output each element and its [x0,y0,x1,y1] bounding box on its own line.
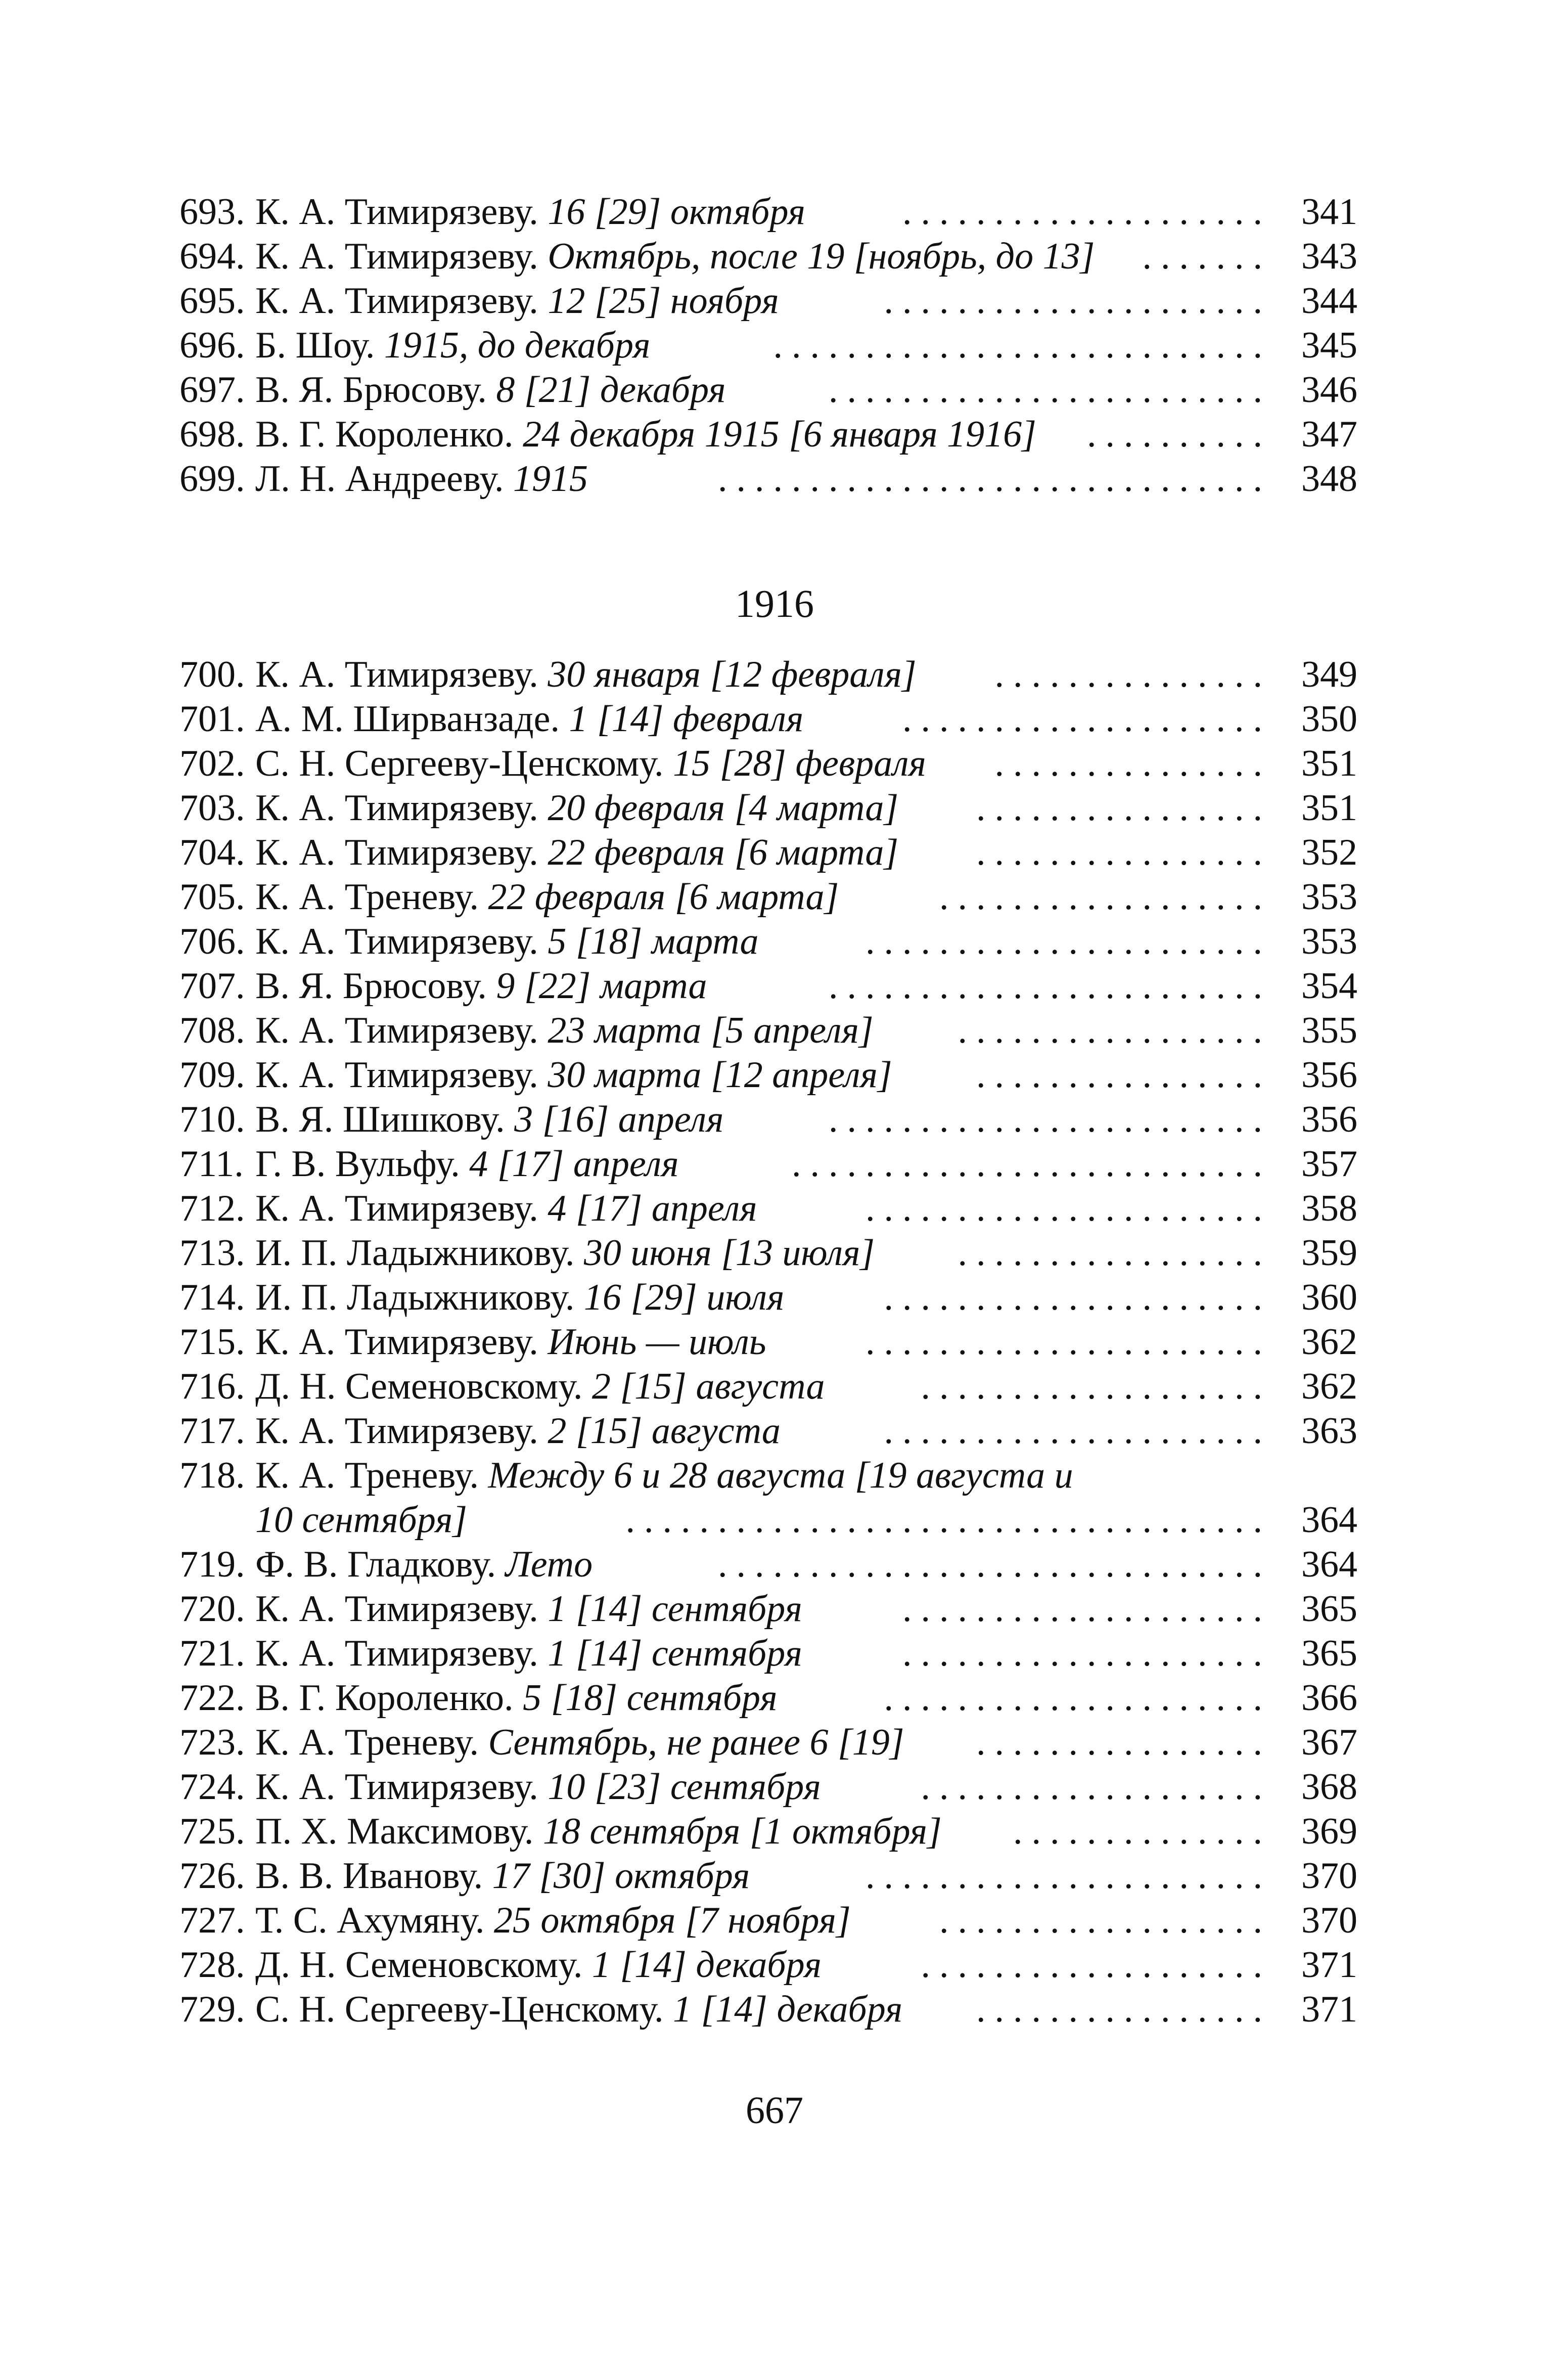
entry-page-ref: 365 [1301,1633,1357,1674]
entry-number: 720. [179,1588,245,1630]
toc-entry-text [179,1097,723,1142]
toc-entry-text [179,1987,902,2032]
entry-page-ref: 356 [1301,1099,1357,1140]
entry-number: 721. [179,1633,245,1674]
entry-date: 16 [29] октября [548,191,805,233]
toc-entry-text [179,741,926,786]
entry-page-ref: 367 [1301,1722,1357,1763]
page-number: 667 [746,2089,803,2132]
dot-leader: ................ [976,1989,1271,2030]
entry-date: 22 февраля [6 марта] [488,876,839,918]
toc-entry-text [179,1809,942,1854]
dot-leader: .......................... [792,1143,1271,1185]
toc-entry [179,368,1357,412]
entry-date: 12 [25] ноября [548,280,779,322]
dot-leader: ..................... [884,1277,1271,1318]
entry-addressee: К. А. Тимирязеву. [255,832,538,873]
entry-date: 9 [22] марта [496,965,707,1007]
toc-entry [179,279,1357,323]
entry-date-continuation: 10 сентября] [255,1499,468,1541]
toc-entry [179,234,1357,279]
entry-date: 4 [17] апреля [469,1143,679,1185]
entry-number: 727. [179,1900,245,1941]
dot-leader: ................... [921,1944,1271,1986]
entry-date: 30 января [12 февраля] [548,654,917,695]
entry-addressee: Т. С. Ахумяну. [255,1900,485,1941]
entry-number: 710. [179,1099,245,1140]
entry-date: 15 [28] февраля [672,743,926,784]
entry-page-ref: 362 [1301,1366,1357,1407]
entry-number: 725. [179,1811,245,1852]
entry-date: 17 [30] октября [492,1855,750,1897]
entry-page-ref: 347 [1301,414,1357,455]
entry-number: 702. [179,743,245,784]
entry-date: 5 [18] марта [548,921,759,962]
entry-number: 723. [179,1722,245,1763]
entry-page-ref: 351 [1301,743,1357,784]
toc-group-1915 [179,190,1357,501]
entry-page-ref: 352 [1301,832,1357,873]
entry-number: 703. [179,787,245,829]
toc-entry-text [179,1409,781,1453]
entry-addressee: С. Н. Сергееву-Ценскому. [255,1989,664,2030]
entry-page-ref: 366 [1301,1677,1357,1719]
toc-entry [179,1320,1357,1364]
entry-page-ref: 351 [1301,787,1357,829]
entry-number: 700. [179,654,245,695]
toc-entry-text [179,1008,874,1053]
toc-entry-text [179,1854,750,1898]
dot-leader: .................... [902,1588,1271,1630]
entry-page-ref: 348 [1301,458,1357,500]
entry-addressee: К. А. Тимирязеву. [255,1321,538,1363]
entry-page-ref: 349 [1301,654,1357,695]
toc-entry [179,1409,1357,1453]
entry-number: 728. [179,1944,245,1986]
entry-addressee: К. А. Тимирязеву. [255,191,538,233]
toc-entry [179,412,1357,457]
entry-number: 715. [179,1321,245,1363]
entry-number: 724. [179,1766,245,1808]
entry-date: 1 [14] февраля [569,698,804,740]
entry-page-ref: 369 [1301,1811,1357,1852]
entry-addressee: И. П. Ладыжникову. [255,1232,575,1274]
entry-date: Июнь — июль [548,1321,766,1363]
entry-page-ref: 346 [1301,369,1357,411]
toc-entry [179,1587,1357,1631]
entry-date: 3 [16] апреля [514,1099,724,1140]
entry-addressee: В. В. Иванову. [255,1855,483,1897]
entry-number: 694. [179,236,245,277]
toc-entry [179,1854,1357,1898]
entry-page-ref: 354 [1301,965,1357,1007]
dot-leader: .............................. [718,1544,1271,1585]
toc-entry [179,1765,1357,1809]
entry-date: 16 [29] июля [583,1277,785,1318]
dot-leader: ................... [921,1366,1271,1407]
entry-number: 699. [179,458,245,500]
toc-group-1916 [179,652,1357,2032]
entry-number: 726. [179,1855,245,1897]
entry-addressee: К. А. Тимирязеву. [255,1188,538,1229]
entry-date: 2 [15] августа [548,1410,781,1452]
entry-date: 24 декабря 1915 [6 января 1916] [523,414,1036,455]
dot-leader: ............... [994,743,1271,784]
dot-leader: ........................... [773,325,1271,366]
toc-entry [179,323,1357,368]
year-heading: 1916 [735,581,814,625]
toc-entry [179,875,1357,919]
entry-page-ref: 359 [1301,1232,1357,1274]
toc-entry [179,1275,1357,1320]
dot-leader: ...................... [865,921,1271,962]
entry-number: 698. [179,414,245,455]
entry-addressee: К. А. Треневу. [255,1722,479,1763]
entry-page-ref: 358 [1301,1188,1357,1229]
dot-leader: ..................... [884,1410,1271,1452]
entry-page-ref: 365 [1301,1588,1357,1630]
toc-entry [179,1720,1357,1765]
toc-entry-text [179,1765,821,1809]
entry-date: 4 [17] апреля [548,1188,757,1229]
dot-leader: .......... [1087,414,1271,455]
entry-addressee: В. Г. Короленко. [255,414,514,455]
entry-page-ref: 353 [1301,876,1357,918]
toc-entry [179,1987,1357,2032]
entry-number: 716. [179,1366,245,1407]
entry-date: 1 [14] сентября [548,1588,802,1630]
entry-date: 1 [14] декабря [591,1944,822,1986]
entry-date: 30 марта [12 апреля] [548,1054,892,1096]
entry-number: 693. [179,191,245,233]
toc-entry-text [179,697,803,741]
toc-entry-text [179,1631,802,1676]
toc-entry-text [179,1898,851,1943]
entry-addressee: К. А. Тимирязеву. [255,236,538,277]
toc-entry-text [179,234,1095,279]
toc-entry [179,652,1357,697]
entry-addressee: И. П. Ладыжникову. [255,1277,575,1318]
entry-date: 1915, до декабря [384,325,651,366]
entry-number: 695. [179,280,245,322]
toc-entry-text [179,830,898,875]
entry-date: 2 [15] августа [591,1366,825,1407]
dot-leader: .................. [939,1900,1271,1941]
dot-leader: ................ [976,1722,1271,1763]
entry-page-ref: 360 [1301,1277,1357,1318]
entry-number: 707. [179,965,245,1007]
toc-entry-text [179,323,650,368]
toc-entry [179,1364,1357,1409]
entry-number: 714. [179,1277,245,1318]
toc-entry [179,1053,1357,1097]
toc-entry-text [179,368,726,412]
toc-entry-text [179,457,588,501]
entry-number: 701. [179,698,245,740]
entry-number: 704. [179,832,245,873]
toc-entry [179,741,1357,786]
toc-entry [179,1008,1357,1053]
toc-entry-text [179,919,759,964]
entry-addressee: К. А. Тимирязеву. [255,1588,538,1630]
entry-number: 717. [179,1410,245,1452]
dot-leader: ................. [958,1232,1271,1274]
toc-entry-text [179,1231,875,1275]
entry-date: 23 марта [5 апреля] [548,1010,874,1051]
entry-page-ref: 350 [1301,698,1357,740]
toc-entry-text [179,1142,679,1186]
dot-leader: ........................ [829,369,1271,411]
entry-page-ref: 364 [1301,1544,1357,1585]
toc-entry [179,697,1357,741]
entry-addressee: К. А. Тимирязеву. [255,1633,538,1674]
entry-date: 10 [23] сентября [548,1766,821,1808]
entry-number: 697. [179,369,245,411]
toc-entry [179,919,1357,964]
toc-entry-text [179,412,1036,457]
toc-entry [179,964,1357,1008]
entry-addressee: В. Г. Короленко. [255,1677,514,1719]
entry-addressee: К. А. Тимирязеву. [255,1410,538,1452]
toc-entry [179,830,1357,875]
dot-leader: .................... [902,191,1271,233]
entry-page-ref: 363 [1301,1410,1357,1452]
dot-leader: .............................. [718,458,1271,500]
toc-entry-text [179,190,805,234]
entry-addressee: К. А. Тимирязеву. [255,1054,538,1096]
entry-number: 719. [179,1544,245,1585]
entry-addressee: Б. Шоу. [255,325,375,366]
entry-addressee: Ф. В. Гладкову. [255,1544,496,1585]
entry-page-ref: 371 [1301,1989,1357,2030]
toc-entry [179,190,1357,234]
toc-entry-text [179,1720,904,1765]
dot-leader: ...................... [865,1321,1271,1363]
entry-addressee: К. А. Тимирязеву. [255,1766,538,1808]
dot-leader: ................ [976,1054,1271,1096]
entry-addressee: К. А. Треневу. [255,876,479,918]
toc-entry [179,1453,1357,1542]
entry-number: 696. [179,325,245,366]
entry-page-ref: 368 [1301,1766,1357,1808]
dot-leader: .................. [939,876,1271,918]
toc-entry [179,1809,1357,1854]
entry-number: 712. [179,1188,245,1229]
entry-page-ref: 362 [1301,1321,1357,1363]
entry-addressee: П. Х. Максимову. [255,1811,534,1852]
toc-entry [179,457,1357,501]
entry-date: 1 [14] сентября [548,1633,802,1674]
toc-entry [179,1097,1357,1142]
entry-number: 708. [179,1010,245,1051]
dot-leader: .............. [1013,1811,1271,1852]
entry-date: 20 февраля [4 марта] [548,787,899,829]
entry-date: Сентябрь, не ранее 6 [19] [488,1722,904,1763]
dot-leader: ................ [976,787,1271,829]
entry-date: 8 [21] декабря [496,369,726,411]
entry-page-ref: 357 [1301,1143,1357,1185]
toc-entry [179,1231,1357,1275]
toc-entry [179,1186,1357,1231]
entry-page-ref: 370 [1301,1900,1357,1941]
entry-addressee: Д. Н. Семеновскому. [255,1366,583,1407]
entry-date: 1915 [513,458,588,500]
dot-leader: ................................... [625,1499,1271,1541]
entry-addressee: А. М. Ширванзаде. [255,698,560,740]
dot-leader: ............... [994,654,1271,695]
entry-page-ref: 341 [1301,191,1357,233]
toc-entry-text [179,1364,825,1409]
toc-entry-text [179,875,839,919]
dot-leader: ..................... [884,1677,1271,1719]
entry-number: 729. [179,1989,245,2030]
dot-leader: ..................... [884,280,1271,322]
entry-date: 22 февраля [6 марта] [548,832,899,873]
entry-addressee: В. Я. Брюсову. [255,369,487,411]
dot-leader: ................... [921,1766,1271,1808]
dot-leader: ....... [1142,236,1271,277]
entry-number: 718. [179,1455,245,1496]
entry-date: 30 июня [13 июля] [583,1232,875,1274]
entry-date: 18 сентября [1 октября] [542,1811,942,1852]
toc-entry-text [179,1275,784,1320]
toc-entry-text [179,652,917,697]
entry-date: Октябрь, после 19 [ноябрь, до 13] [548,236,1095,277]
entry-date: 25 октября [7 ноября] [493,1900,851,1941]
entry-date: 5 [18] сентября [523,1677,778,1719]
entry-addressee: К. А. Тимирязеву. [255,921,538,962]
entry-date: 1 [14] декабря [672,1989,903,2030]
dot-leader: ...................... [865,1855,1271,1897]
entry-number: 709. [179,1054,245,1096]
toc-entry-text [179,279,779,323]
entry-date: Лето [505,1544,593,1585]
dot-leader: ........................ [829,1099,1271,1140]
toc-entry [179,1943,1357,1987]
dot-leader: ........................ [829,965,1271,1007]
entry-addressee: Д. Н. Семеновскому. [255,1944,583,1986]
entry-page-ref: 355 [1301,1010,1357,1051]
entry-addressee: В. Я. Брюсову. [255,965,487,1007]
dot-leader: ................. [958,1010,1271,1051]
toc-entry [179,786,1357,830]
dot-leader: ...................... [865,1188,1271,1229]
toc-entry-text [179,1053,892,1097]
entry-page-ref: 353 [1301,921,1357,962]
toc-entry-text [179,1542,593,1587]
toc-entry-text [179,1320,766,1364]
entry-number: 722. [179,1677,245,1719]
dot-leader: .................... [902,1633,1271,1674]
entry-addressee: Л. Н. Андрееву. [255,458,504,500]
toc-entry-text [179,1587,802,1631]
dot-leader: .................... [902,698,1271,740]
entry-page-ref: 356 [1301,1054,1357,1096]
dot-leader: ................ [976,832,1271,873]
entry-page-ref: 344 [1301,280,1357,322]
entry-addressee: К. А. Тимирязеву. [255,280,538,322]
entry-number: 711. [179,1143,244,1185]
entry-number: 706. [179,921,245,962]
entry-addressee: К. А. Тимирязеву. [255,654,538,695]
toc-entry-text [179,1186,757,1231]
toc-entry [179,1142,1357,1186]
toc-entry-text [179,964,707,1008]
entry-addressee: К. А. Тимирязеву. [255,1010,538,1051]
toc-entry-text [179,1943,822,1987]
toc-entry-text [179,1453,1073,1498]
toc-entry-text [179,786,898,830]
entry-addressee: Г. В. Вульфу. [255,1143,460,1185]
toc-entry [179,1676,1357,1720]
toc-entry [179,1898,1357,1943]
entry-page-ref: 343 [1301,236,1357,277]
entry-addressee: К. А. Тимирязеву. [255,787,538,829]
toc-entry-text [179,1676,777,1720]
entry-page-ref: 345 [1301,325,1357,366]
entry-page-ref: 370 [1301,1855,1357,1897]
entry-number: 705. [179,876,245,918]
entry-addressee: В. Я. Шишкову. [255,1099,505,1140]
entry-page-ref: 364 [1301,1499,1357,1541]
entry-number: 713. [179,1232,245,1274]
entry-addressee: С. Н. Сергееву-Ценскому. [255,743,664,784]
entry-page-ref: 371 [1301,1944,1357,1986]
toc-entry [179,1542,1357,1587]
entry-date: Между 6 и 28 августа [19 августа и [488,1455,1073,1496]
toc-entry [179,1631,1357,1676]
entry-addressee: К. А. Треневу. [255,1455,479,1496]
